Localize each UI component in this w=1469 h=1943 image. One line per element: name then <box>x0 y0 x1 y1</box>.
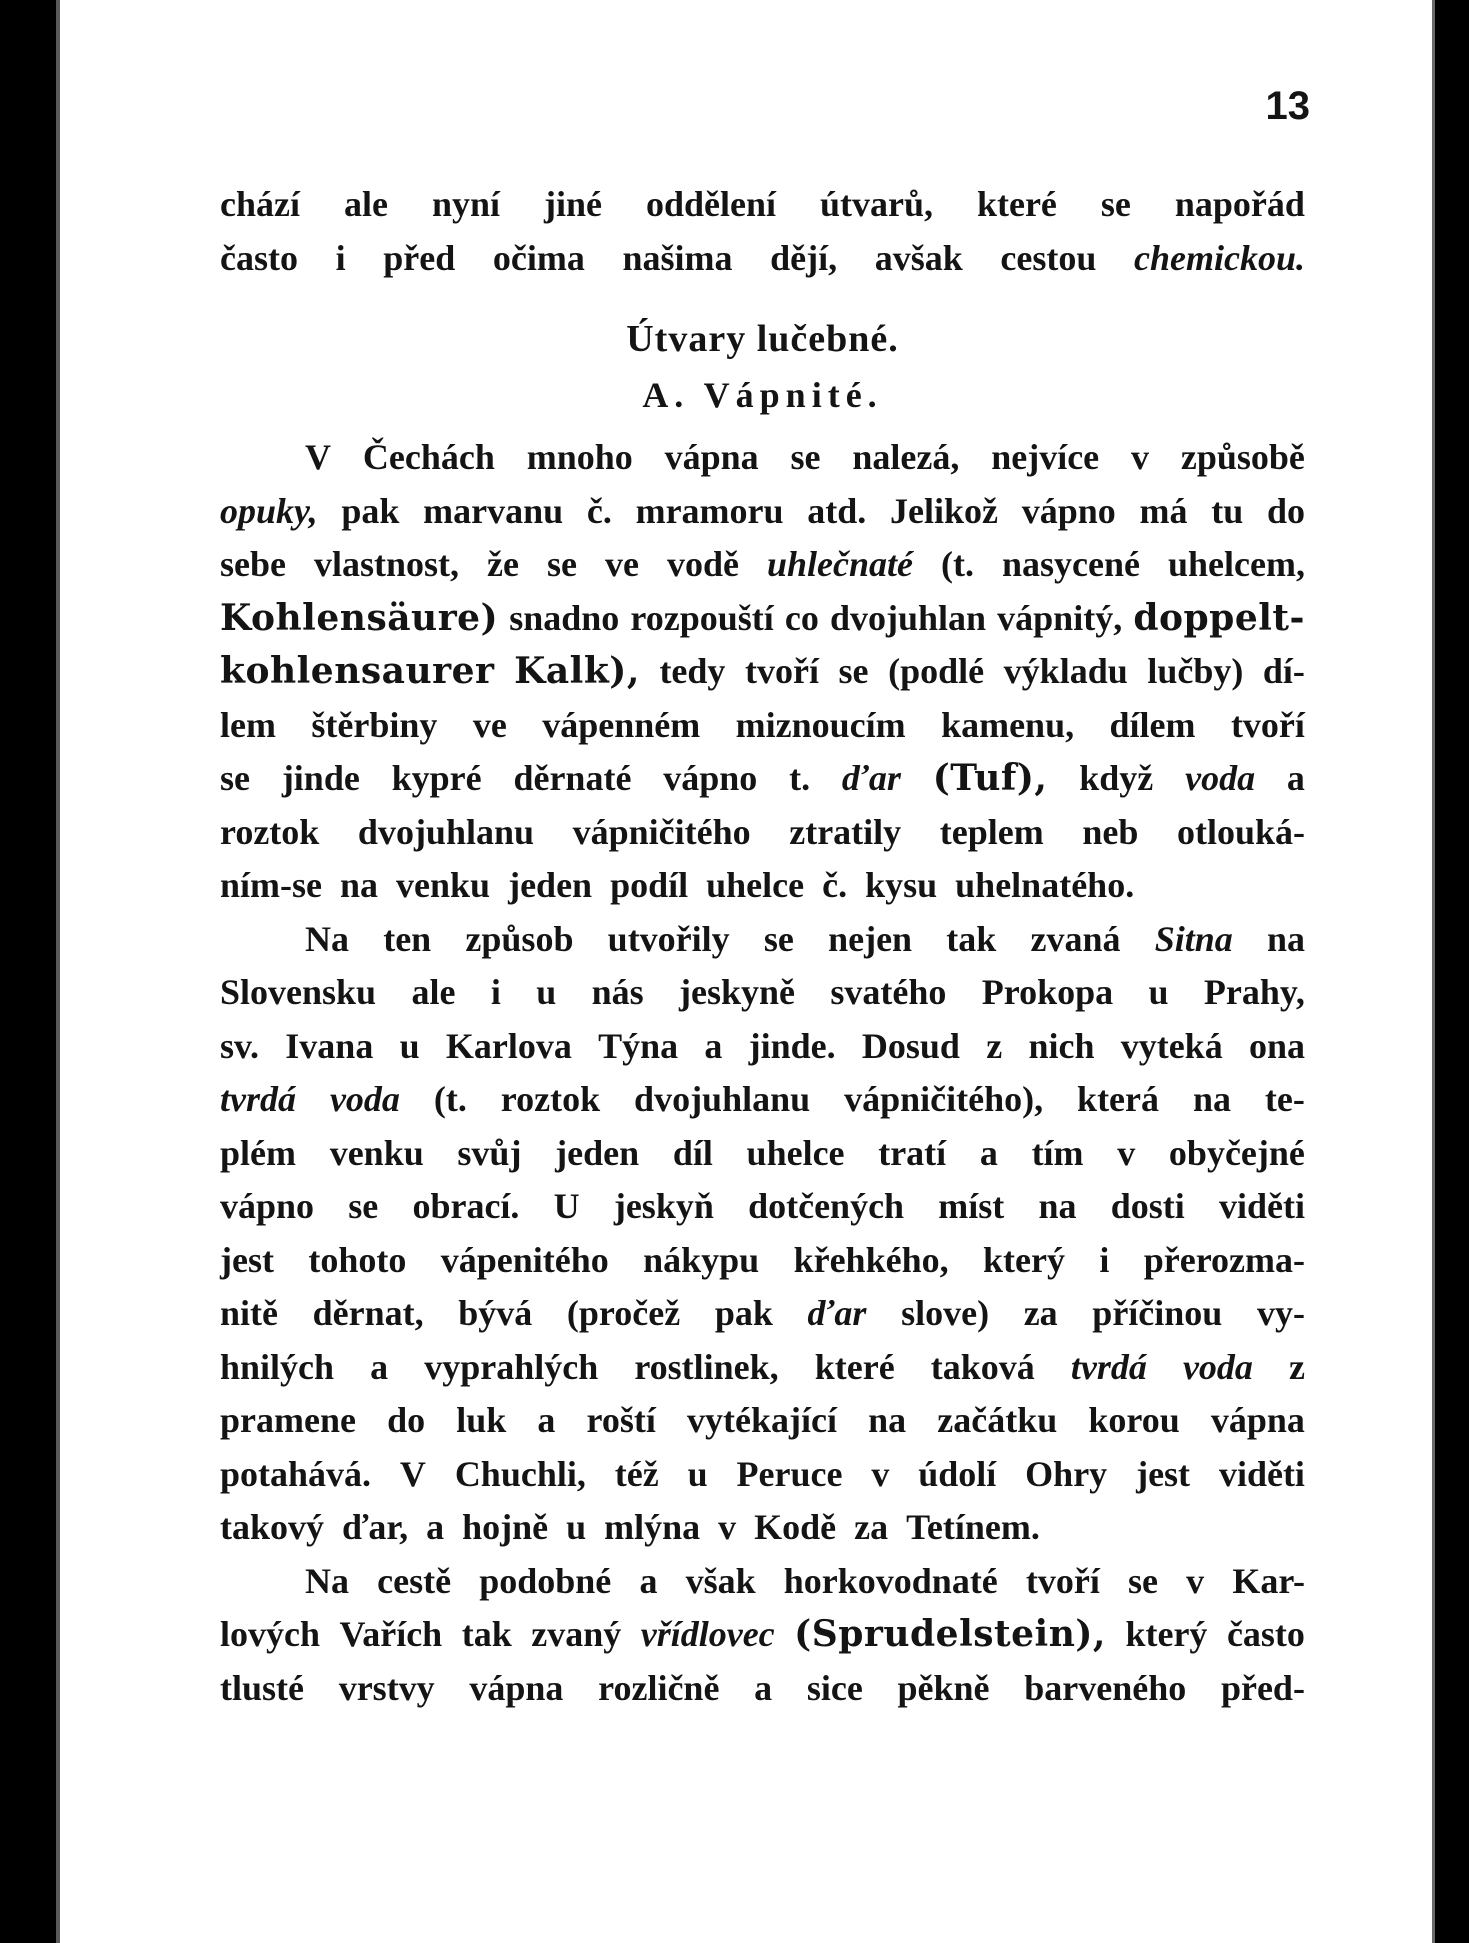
word: pak <box>714 1293 773 1333</box>
word: zvaná <box>1030 918 1121 959</box>
word: která <box>1077 1079 1160 1119</box>
word: se <box>1128 1560 1159 1601</box>
scan-right-shadow <box>1432 0 1435 1943</box>
word: lučby) <box>1147 651 1244 691</box>
word: co <box>784 597 819 638</box>
word: sice <box>806 1667 863 1708</box>
word: který <box>1125 1614 1208 1654</box>
word: i <box>1099 1239 1110 1280</box>
word: vápnitý, <box>997 597 1123 638</box>
word: hojně <box>462 1507 549 1547</box>
text-line <box>220 178 1305 232</box>
word: často <box>1226 1614 1305 1654</box>
word: mlýna <box>604 1507 701 1547</box>
word: tvoří <box>1230 704 1305 745</box>
word: barveného <box>1024 1667 1187 1708</box>
word: ve <box>605 544 639 584</box>
word: se <box>763 918 794 959</box>
word: před <box>383 237 456 278</box>
word: jest <box>1136 1453 1191 1494</box>
word: ďar <box>841 758 901 798</box>
word: uhelce <box>746 1132 845 1173</box>
word: v <box>1117 1132 1136 1173</box>
word: Vařích <box>339 1614 443 1654</box>
word: (Sprudelstein), <box>794 1613 1106 1655</box>
text-line <box>220 1555 1305 1609</box>
word: potahává. <box>220 1453 372 1494</box>
text-line <box>220 1180 1305 1234</box>
word: utvořily <box>607 918 730 959</box>
word: tak <box>461 1614 512 1654</box>
word: u <box>536 972 557 1012</box>
word: tvrdá <box>220 1079 296 1119</box>
word: způsob <box>465 918 574 959</box>
word: uhelcem, <box>1167 544 1305 584</box>
word: dějí, <box>770 237 838 278</box>
word: a <box>754 1667 773 1708</box>
word: se <box>1100 184 1131 224</box>
word: svatého <box>830 972 947 1012</box>
word: u <box>687 1453 708 1494</box>
text-line <box>220 1287 1305 1341</box>
word: ztratily <box>789 811 902 852</box>
word: cestou <box>1000 237 1097 278</box>
word: jeden <box>508 865 593 905</box>
word: sv. <box>220 1025 260 1066</box>
scan-left-shadow <box>56 0 60 1943</box>
word: na <box>868 1400 907 1440</box>
word: roztok <box>500 1079 601 1119</box>
word: útvarů, <box>819 184 933 224</box>
word: očima <box>492 237 585 278</box>
word: obyčejné <box>1168 1132 1305 1173</box>
word: začátku <box>937 1400 1058 1440</box>
word: voda <box>1185 758 1256 798</box>
word: u <box>1148 972 1169 1012</box>
word: na <box>1192 1079 1231 1119</box>
word: nich <box>1028 1025 1095 1066</box>
word: příčinou <box>1092 1293 1223 1333</box>
word: uhelce <box>706 865 805 905</box>
word: voda <box>329 1079 400 1119</box>
word: snadno <box>509 597 620 638</box>
word: rostlinek, <box>634 1346 779 1387</box>
section-subtitle: A. Vápnité. <box>642 375 883 415</box>
word: obrací. <box>412 1186 520 1226</box>
word: mnoho <box>526 437 633 477</box>
word: hnilých <box>220 1346 335 1387</box>
word: vyteká <box>1120 1025 1223 1066</box>
word: jinde. <box>748 1025 836 1066</box>
word: pěkně <box>897 1667 990 1708</box>
word: Jelikož <box>890 490 998 531</box>
word: Peruce <box>736 1453 843 1494</box>
text-line <box>220 1234 1305 1288</box>
word: dvojuhlanu <box>634 1079 811 1119</box>
word: rozpouští <box>630 597 774 638</box>
text-line <box>220 966 1305 1020</box>
word: které <box>814 1346 895 1387</box>
word: jeskyně <box>679 972 796 1012</box>
word: se <box>790 437 821 477</box>
word: na <box>340 865 379 905</box>
word: Chuchli, <box>454 1453 586 1494</box>
word: z <box>986 1025 1003 1066</box>
word: Prahy, <box>1203 972 1305 1012</box>
word: ním-se <box>220 865 322 905</box>
word: t. <box>789 758 811 798</box>
word: (podlé <box>888 651 985 691</box>
word: má <box>1139 490 1188 531</box>
word: vápničitého), <box>844 1079 1044 1119</box>
word: se <box>220 758 250 798</box>
word: roští <box>586 1400 656 1440</box>
scan-right-edge <box>1435 0 1469 1943</box>
word: díl <box>672 1132 713 1173</box>
word: v <box>871 1453 890 1494</box>
word: tím <box>1031 1132 1084 1173</box>
page-text <box>220 178 1305 1715</box>
paragraph-3 <box>220 1555 1305 1716</box>
text-line <box>220 752 1305 806</box>
word: vápna <box>664 437 759 477</box>
word: v <box>1186 1560 1205 1601</box>
word: dotčených <box>748 1186 905 1226</box>
text-line <box>220 1608 1305 1662</box>
word: chází <box>220 184 300 224</box>
word: vyprahlých <box>424 1346 599 1387</box>
word: sebe <box>220 544 286 584</box>
word: se <box>838 651 869 691</box>
word: před- <box>1220 1667 1305 1708</box>
text-line <box>220 431 1305 485</box>
word: cestě <box>377 1560 452 1601</box>
word: kohlensaurer <box>220 650 495 692</box>
word: z <box>1289 1346 1305 1387</box>
scan-left-edge <box>0 0 56 1943</box>
word: nalezá, <box>852 437 960 477</box>
word: v <box>1131 437 1150 477</box>
text-line <box>220 699 1305 753</box>
word: vytékající <box>687 1400 837 1440</box>
word: tratí <box>878 1132 947 1173</box>
word: jinde <box>281 758 360 798</box>
word: Kalk), <box>514 650 640 692</box>
word: teplem <box>939 811 1044 852</box>
word: vápna <box>469 1667 564 1708</box>
word: dosti <box>1110 1186 1185 1226</box>
text-line <box>220 538 1305 592</box>
page-number: 13 <box>1265 84 1310 128</box>
word: a <box>426 1507 445 1547</box>
word: nasycené <box>1001 544 1140 584</box>
word: jiné <box>543 184 602 224</box>
word: jest <box>220 1239 274 1280</box>
word: luk <box>456 1400 507 1440</box>
word: i <box>335 237 346 278</box>
word: (pročež <box>566 1293 681 1333</box>
word: a <box>537 1400 556 1440</box>
text-line <box>220 1127 1305 1181</box>
word: dvojuhlan <box>829 597 987 638</box>
word: venku <box>329 1132 424 1173</box>
word: viděti <box>1218 1453 1305 1494</box>
word: oddělení <box>645 184 776 224</box>
intro-paragraph <box>220 178 1305 285</box>
word: štěrbiny <box>311 704 438 745</box>
word: tvrdá <box>1070 1346 1147 1387</box>
word: Sitna <box>1154 918 1233 959</box>
word: uhelnatého. <box>955 865 1135 905</box>
word: podíl <box>610 865 689 905</box>
word: které <box>976 184 1057 224</box>
word: ale <box>411 972 456 1012</box>
word: Dosud <box>861 1025 960 1066</box>
word: do <box>1266 490 1305 531</box>
text-line <box>220 859 1305 913</box>
word: ďar <box>807 1293 867 1333</box>
word: rozličně <box>598 1667 720 1708</box>
paragraph-1 <box>220 431 1305 913</box>
word: ďar, <box>342 1507 409 1547</box>
word: pak <box>341 490 400 531</box>
word: nitě <box>220 1293 278 1333</box>
word: se <box>547 544 577 584</box>
paragraph-2 <box>220 913 1305 1555</box>
text-line <box>220 1662 1305 1716</box>
word: Na <box>305 918 349 959</box>
word: U <box>553 1186 580 1226</box>
word: horkovodnaté <box>783 1560 998 1601</box>
word: nyní <box>431 184 500 224</box>
word: ale <box>343 184 388 224</box>
word: Čechách <box>362 437 495 477</box>
word: (Tuf), <box>932 757 1048 799</box>
text-line <box>220 1020 1305 1074</box>
word: č. <box>586 490 612 531</box>
word: ten <box>383 918 432 959</box>
word: tohoto <box>308 1239 407 1280</box>
word: vápničitého <box>572 811 751 852</box>
word: miznoucím <box>735 704 906 745</box>
word: se <box>348 1186 379 1226</box>
word: za <box>854 1507 889 1547</box>
word: V <box>399 1453 426 1494</box>
word: našima <box>622 237 733 278</box>
word: a <box>704 1025 723 1066</box>
word: Ohry <box>1025 1453 1108 1494</box>
word: Prokopa <box>981 972 1114 1012</box>
word: nejen <box>828 918 913 959</box>
text-line <box>220 1341 1305 1395</box>
word: podobné <box>479 1560 612 1601</box>
text-line <box>220 485 1305 539</box>
word: tvoří <box>745 651 819 691</box>
word: opuky, <box>220 490 318 531</box>
text-line <box>220 232 1305 286</box>
word: a <box>639 1560 658 1601</box>
word: korou <box>1088 1400 1180 1440</box>
word: Karlova <box>445 1025 572 1066</box>
word: vy- <box>1256 1293 1305 1333</box>
word: často <box>220 237 298 278</box>
word: za <box>1023 1293 1058 1333</box>
word: výkladu <box>1003 651 1128 691</box>
word: míst <box>938 1186 1005 1226</box>
word: takový <box>220 1507 325 1547</box>
word: tlusté <box>220 1667 304 1708</box>
word: zvaný <box>531 1614 622 1654</box>
word: Kar- <box>1232 1560 1305 1601</box>
word: u <box>399 1025 420 1066</box>
word: údolí <box>918 1453 997 1494</box>
word: atd. <box>807 490 867 531</box>
text-line <box>220 913 1305 967</box>
word: vřídlovec <box>640 1614 775 1654</box>
word: kypré <box>391 758 482 798</box>
section-title: Útvary lučebné. <box>626 318 899 360</box>
word: a <box>1286 758 1305 798</box>
word: dí- <box>1262 651 1305 691</box>
word: a <box>979 1132 998 1173</box>
word: plém <box>220 1132 296 1173</box>
word: taková <box>930 1346 1035 1387</box>
word: vápno <box>663 758 758 798</box>
word: vlastnost, <box>314 544 460 584</box>
word: však <box>685 1560 756 1601</box>
word: tu <box>1211 490 1244 531</box>
word: ve <box>472 704 507 745</box>
word: že <box>487 544 519 584</box>
word: uhlečnaté <box>766 544 913 584</box>
word: v <box>718 1507 737 1547</box>
word: který <box>982 1239 1065 1280</box>
word: vodě <box>666 544 739 584</box>
word: voda <box>1182 1346 1253 1387</box>
word: děrnat, <box>312 1293 424 1333</box>
word: (t. <box>433 1079 467 1119</box>
word: doppelt- <box>1133 596 1305 639</box>
word: venku <box>396 865 491 905</box>
text-line <box>220 1501 1305 1555</box>
word: nejvíce <box>991 437 1100 477</box>
word: dvojuhlanu <box>357 811 535 852</box>
word: na <box>1038 1186 1077 1226</box>
word: chemickou. <box>1134 237 1305 278</box>
word: přerozma- <box>1143 1239 1305 1280</box>
word: na <box>1266 918 1305 959</box>
word: V <box>305 437 331 477</box>
word: č. <box>822 865 848 905</box>
word: Kodě <box>754 1507 837 1547</box>
word: slove) <box>901 1293 990 1333</box>
word: vápno <box>220 1186 315 1226</box>
text-line <box>220 1073 1305 1127</box>
word: svůj <box>457 1132 522 1173</box>
word: dílem <box>1109 704 1196 745</box>
word: způsobě <box>1180 437 1305 477</box>
word: do <box>387 1400 426 1440</box>
word: neb <box>1082 811 1139 852</box>
word: jeskyň <box>613 1186 714 1226</box>
word: pramene <box>220 1400 356 1440</box>
word: když <box>1079 758 1154 798</box>
text-line <box>220 1448 1305 1502</box>
word: Tetínem. <box>906 1507 1040 1547</box>
word: jeden <box>555 1132 640 1173</box>
word: i <box>490 972 501 1012</box>
word: též <box>614 1453 659 1494</box>
word: a <box>370 1346 389 1387</box>
text-line <box>220 806 1305 860</box>
word: vápno <box>1021 490 1116 531</box>
word: u <box>566 1507 587 1547</box>
word: viděti <box>1218 1186 1305 1226</box>
word: tvoří <box>1025 1560 1100 1601</box>
word: vápna <box>1210 1400 1305 1440</box>
word: avšak <box>874 237 963 278</box>
word: napořád <box>1174 184 1305 224</box>
word: bývá <box>458 1293 533 1333</box>
word: te- <box>1264 1079 1305 1119</box>
word: tak <box>946 918 997 959</box>
word: lových <box>220 1614 321 1654</box>
word: nás <box>591 972 644 1012</box>
word: křehkého, <box>793 1239 949 1280</box>
word: Týna <box>598 1025 679 1066</box>
word: vápenitého <box>440 1239 609 1280</box>
word: kamenu, <box>941 704 1075 745</box>
word: roztok <box>220 811 320 852</box>
word: otlouká- <box>1176 811 1305 852</box>
word: lem <box>220 704 276 745</box>
word: Na <box>305 1560 349 1601</box>
word: (t. <box>941 544 974 584</box>
text-line <box>220 592 1305 646</box>
text-line <box>220 645 1305 699</box>
word: děrnaté <box>513 758 632 798</box>
word: kysu <box>865 865 938 905</box>
word: vrstvy <box>338 1667 435 1708</box>
word: ona <box>1248 1025 1305 1066</box>
text-line <box>220 1394 1305 1448</box>
word: mramoru <box>635 490 784 531</box>
word: marvanu <box>423 490 564 531</box>
word: Slovensku <box>220 972 377 1012</box>
word: vápenném <box>542 704 701 745</box>
word: tedy <box>659 651 726 691</box>
word: nákypu <box>643 1239 760 1280</box>
word: Ivana <box>285 1025 374 1066</box>
word: Kohlensäure) <box>220 596 499 639</box>
